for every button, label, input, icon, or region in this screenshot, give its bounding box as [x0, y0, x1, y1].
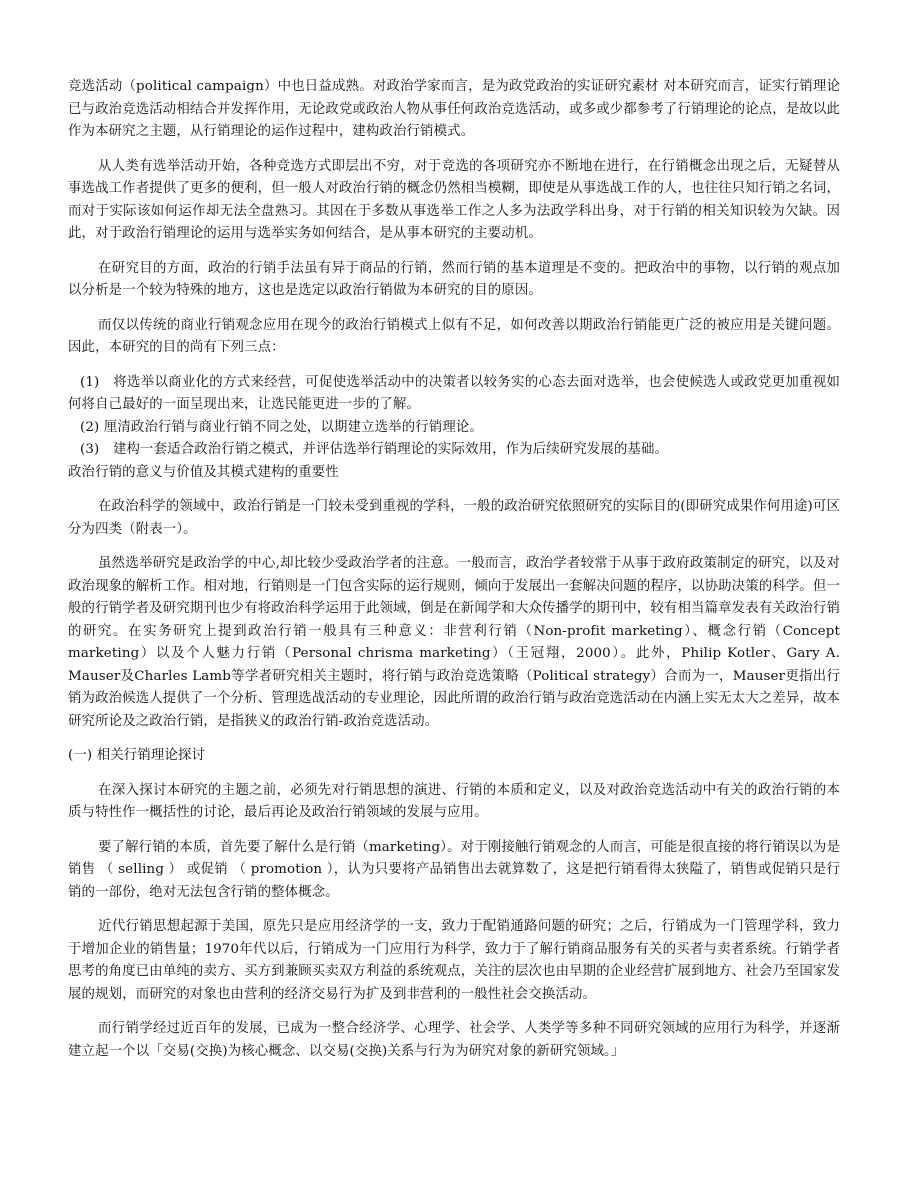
paragraph-political-science-field: 在政治科学的领域中，政治行销是一门较未受到重视的学科，一般的政治研究依照研究的实际目的(即研究成果作何用途)可区分为四类（附表一）。 [68, 499, 840, 537]
paragraph-research-purpose: 在研究目的方面，政治的行销手法虽有异于商品的行销，然而行销的基本道理是不变的。把政治中的事物，以行销的观点加以分析是一个较为特殊的地方，这也是选定以政治行销做为本研究的目的原因。 [68, 260, 840, 298]
list-item: (2) 厘清政治行销与商业行销不同之处，以期建立选举的行销理论。 [80, 419, 483, 435]
paragraph-marketing-development: 而行销学经过近百年的发展，已成为一整合经济学、心理学、社会学、人类学等多种不同研究领域的应用行为科学，并逐渐建立起一个以「交易(交换)为核心概念、以交易(交换)关系与行为为研究对象的新研究领域。」 [68, 1021, 840, 1059]
purpose-list [68, 372, 840, 462]
paragraph-marketing-essence: 要了解行销的本质，首先要了解什么是行销（marketing）。对于刚接触行销观念的人而言，可能是很直接的将行销误以为是销售 （ selling ） 或促销 （ promotion ），认为只要将产品销售出去就算数了，这是把行销看得太狭隘了，销售或促销只是行销的一部份，绝对无法包含行销的整体概念。 [68, 839, 840, 900]
paragraph-marketing-history: 近代行销思想起源于美国，原先只是应用经济学的一支，致力于配销通路问题的研究；之后，行销成为一门管理学科，致力于增加企业的销售量；1970年代以后，行销成为一门应用行为科学，致力于了解行销商品服务有关的买者与卖者系统。行销学者思考的角度已由单纯的卖方、买方到兼顾买卖双方利益的系统观点，关注的层次也由早期的企业经营扩展到地方、社会乃至国家发展的规划，而研究的对象也由营利的经济交易行为扩及到非营利的一般性社会交换活动。 [68, 919, 840, 1002]
section-title: 政治行销的意义与价值及其模式建构的重要性 [68, 464, 339, 480]
paragraph-motivation: 从人类有选举活动开始，各种竞选方式即层出不穷，对于竞选的各项研究亦不断地在进行，在行销概念出现之后，无疑替从事选战工作者提供了更多的便利，但一般人对政治行销的概念仍然相当模糊，即使是从事选战工作的人，也往往只知行销之名词，而对于实际该如何运作却无法全盘熟习。其因在于多数从事选举工作之人多为法政学科出身，对于行销的相关知识较为欠缺。因此，对于政治行销理论的运用与选举实务如何结合，是从事本研究的主要动机。 [68, 158, 840, 241]
paragraph-three-points-intro: 而仅以传统的商业行销观念应用在现今的政治行销模式上似有不足，如何改善以期政治行销能更广泛的被应用是关键问题。因此，本研究的目的尚有下列三点： [68, 317, 840, 355]
paragraph-theory-overview: 在深入探讨本研究的主题之前，必须先对行销思想的演进、行销的本质和定义，以及对政治竞选活动中有关的政治行销的本质与特性作一概括性的讨论，最后再论及政治行销领域的发展与应用。 [68, 782, 840, 820]
paragraph-intro-continuation: 竞选活动（political campaign）中也日益成熟。对政治学家而言，是为政党政治的实证研究素材 对本研究而言，证实行销理论已与政治竞选活动相结合并发挥作用，无论政党或政治人物从事任何政治竞选活动，或多或少都参考了行销理论的论点，是故以此作为本研究之主题，从行销理论的运作过程中，建构政治行销模式。 [68, 79, 840, 139]
list-item: (1) 将选举以商业化的方式来经营，可促使选举活动中的决策者以较务实的心态去面对选举，也会使候选人或政党更加重视如何将自己最好的一面呈现出来，让选民能更进一步的了解。 [68, 374, 840, 412]
subsection-title: (一) 相关行销理论探讨 [68, 748, 206, 763]
list-item: (3) 建构一套适合政治行销之模式，并评估选举行销理论的实际效用，作为后续研究发展的基础。 [80, 442, 669, 457]
paragraph-election-research: 虽然选举研究是政治学的中心,却比较少受政治学者的注意。一般而言，政治学者较常于从事于政府政策制定的研究，以及对政治现象的解析工作。相对地，行销则是一门包含实际的运行规则，倾向于发展出一套解决问题的程序，以协助决策的科学。但一般的行销学者及研究期刊也少有将政治科学运用于此领域，倒是在新闻学和大众传播学的期刊中，较有相当篇章发表有关政治行销的研究。在实务研究上提到政治行销一般具有三种意义：非营利行销（Non-profit marketing）、概念行销（Concept marketing）以及个人魅力行销（Personal chrisma marketing）（王冠翔，2000）。此外，Philip Kotler、Gary A. Mauser及Charles Lamb等学者研究相关主题时，将行销与政治竞选策略（Political strategy）合而为一，Mauser更指出行销为政治候选人提供了一个分析、管理选战活动的专业理论，因此所谓的政治行销与政治竞选活动在内涵上实无太大之差异，故本研究所论及之政治行销，是指狭义的政治行销-政治竞选活动。 [68, 556, 840, 729]
